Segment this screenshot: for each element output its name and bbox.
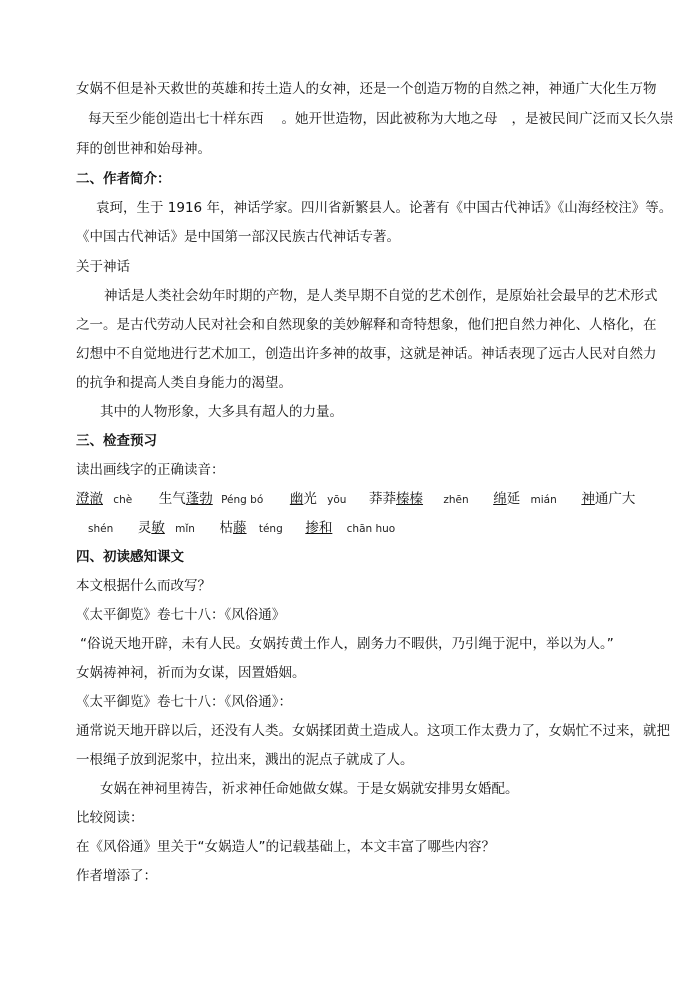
word-item — [290, 491, 317, 507]
intro-text-2: 每天至少能创造出七十样东西 — [88, 111, 264, 127]
author-line-1: 袁珂，生于 1916 年，神话学家。四川省新繁县人。论著有《中国古代神话》《山海经校注》等。 — [96, 200, 673, 216]
author-added-label: 作者增添了： — [76, 868, 157, 884]
word-underlined: 神 — [581, 491, 595, 507]
word-pinyin: chè — [113, 494, 133, 506]
myth-line-4: 的抗争和提高人类自身能力的渴望。 — [76, 375, 292, 391]
translation-line-2: 一根绳子放到泥浆中，拉出来，溅出的泥点子就成了人。 — [76, 752, 414, 768]
classical-quote-2: 女娲祷神祠，祈而为女谋，因置婚姻。 — [76, 665, 306, 681]
intro-line-3 — [76, 140, 211, 158]
compare-label: 比较阅读： — [76, 810, 144, 826]
intro-line-2 — [88, 110, 674, 128]
word-suffix: 延 — [506, 491, 521, 507]
translation-line-3: 女娲在神祠里祷告，祈求神任命她做女媒。于是女娲就安排男女婚配。 — [100, 781, 519, 797]
word-suffix: 通广大 — [594, 491, 636, 507]
word-item — [493, 491, 520, 507]
word-pinyin: téng — [258, 523, 283, 535]
words-row-2 — [88, 519, 395, 538]
word-item — [581, 491, 635, 507]
word-underlined: 幽 — [289, 491, 304, 507]
word-suffix: 光 — [303, 491, 317, 507]
word-pinyin: yōu — [327, 494, 347, 506]
word-pinyin: Péng bó — [221, 494, 264, 506]
word-item — [220, 520, 247, 536]
source-2: 《太平御览》卷七十八：《风俗通》： — [76, 694, 292, 710]
myth-title: 关于神话 — [76, 259, 130, 275]
myth-line-3: 幻想中不自觉地进行艺术加工，创造出许多神的故事，这就是神话。神话表现了远古人民对自然力 — [76, 346, 657, 362]
word-underlined: 澄澈 — [76, 491, 103, 507]
myth-line-5: 其中的人物形象，大多具有超人的力量。 — [100, 404, 343, 420]
word-item — [159, 491, 213, 507]
preview-instruction: 读出画线字的正确读音： — [76, 462, 225, 478]
word-prefix: 莽莽 — [369, 491, 397, 507]
myth-line-2: 之一。是古代劳动人民对社会和自然现象的美妙解释和奇特想象，他们把自然力神化、人格化，在 — [76, 317, 657, 333]
author-line-2: 《中国古代神话》是中国第一部汉民族古代神话专著。 — [76, 229, 400, 245]
intro-text-2b: 。她开世造物，因此被称为大地之母 — [281, 111, 498, 127]
classical-quote: “俗说天地开辟，未有人民。女娲抟黄土作人，剧务力不暇供，乃引绳于泥中，举以为人。” — [80, 636, 614, 652]
word-underlined: 榛榛 — [396, 491, 424, 507]
word-item — [138, 520, 165, 536]
intro-line-1 — [76, 80, 657, 98]
word-underlined: 藤 — [233, 520, 247, 536]
word-item — [305, 520, 332, 536]
word-item — [76, 491, 103, 507]
word-pinyin: zhēn — [443, 494, 469, 506]
word-item — [369, 491, 423, 507]
intro-text-2c: ，是被民间广泛而又长久崇 — [511, 111, 674, 127]
word-prefix: 生气 — [158, 491, 186, 507]
translation-line-1: 通常说天地开辟以后，还没有人类。女娲揉团黄土造成人。这项工作太费力了，女娲忙不过来，就把 — [76, 723, 670, 739]
word-underlined: 绵 — [493, 491, 507, 507]
intro-text-3: 拜的创世神和始母神。 — [76, 141, 211, 157]
word-prefix: 灵 — [137, 520, 152, 536]
intro-text-1: 女娲不但是补天救世的英雄和抟土造人的女神，还是一个创造万物的自然之神，神通广大化生万物 — [76, 81, 657, 97]
words-row-1 — [76, 490, 635, 509]
word-pinyin: mǐn — [175, 523, 195, 535]
section-2-heading: 二、作者简介： — [76, 171, 171, 187]
myth-line-1: 神话是人类社会幼年时期的产物，是人类早期不自觉的艺术创作，是原始社会最早的艺术形式 — [104, 288, 658, 304]
word-pinyin: shén — [88, 523, 114, 535]
source-1: 《太平御览》卷七十八：《风俗通》 — [76, 607, 286, 623]
word-pinyin: mián — [530, 494, 557, 506]
section-4-heading: 四、初读感知课文 — [76, 549, 184, 565]
word-underlined: 掺和 — [305, 520, 333, 536]
section-3-heading: 三、检查预习 — [76, 433, 157, 449]
word-pinyin: chān huo — [346, 523, 396, 535]
word-underlined: 敏 — [151, 520, 165, 536]
word-underlined: 蓬勃 — [185, 491, 213, 507]
word-prefix: 枯 — [219, 520, 234, 536]
compare-question: 在《风俗通》里关于“女娲造人”的记载基础上，本文丰富了哪些内容？ — [76, 839, 495, 855]
question-1: 本文根据什么而改写？ — [76, 578, 211, 594]
